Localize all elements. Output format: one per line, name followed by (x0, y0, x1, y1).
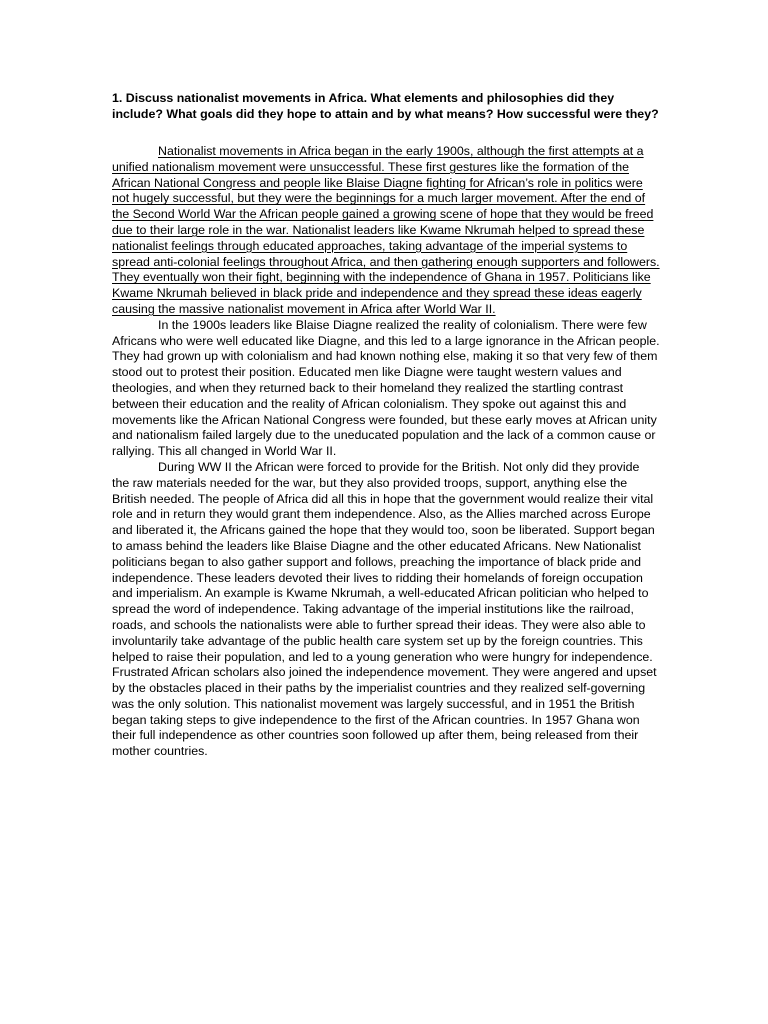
thesis-paragraph (112, 144, 660, 318)
body-paragraph-1 (112, 318, 660, 460)
body-paragraph-1-text: In the 1900s leaders like Blaise Diagne realized the reality of colonialism. There were few Africans who were well educated like Diagne, and this led to a large ignorance in the African people. They had grown up with colonialism and had known nothing else, making it so that very few of them stood out to protest their position. Educated men like Diagne were taught western values and theologies, and when they returned back to their homeland they realized the startling contrast between their education and the reality of African colonialism. They spoke out against this and movements like the African National Congress were founded, but these early moves at African unity and nationalism failed largely due to the uneducated population and the lack of a common cause or rallying. This all changed in World War II. (112, 317, 660, 459)
document-body (112, 90, 660, 760)
body-paragraph-2-text: During WW II the African were forced to provide for the British. Not only did they provide the raw materials needed for the war, but they also provided troops, support, anything else the British needed. The people of Africa did all this in hope that the government would realize their vital role and in return they would grant them independence. Also, as the Allies marched across Europe and liberated it, the Africans gained the hope that they would too, soon be liberated. Support began to amass behind the leaders like Blaise Diagne and the other educated Africans. New Nationalist politicians began to also gather support and follows, preaching the importance of black pride and independence. These leaders devoted their lives to ridding their homelands of foreign occupation and imperialism. An example is Kwame Nkrumah, a well-educated African politician who helped to spread the word of independence. Taking advantage of the imperial institutions like the railroad, roads, and schools the nationalists were able to further spread their ideas. They were also able to involuntarily take advantage of the public health care system set up by the foreign countries. This helped to raise their population, and led to a young generation who were hungry for independence. Frustrated African scholars also joined the independence movement. They were angered and upset by the obstacles placed in their paths by the imperialist countries and they realized self-governing was the only solution. This nationalist movement was largely successful, and in 1951 the British began taking steps to give independence to the first of the African countries. In 1957 Ghana won their full independence as other countries soon followed up after them, being released from their mother countries. (112, 459, 657, 759)
thesis-text: Nationalist movements in Africa began in the early 1900s, although the first attempts at a unified nationalism movement were unsuccessful. These first gestures like the formation of the African National Congress and people like Blaise Diagne fighting for African’s role in politics were not hugely successful, but they were the beginnings for a much larger movement. After the end of the Second World War the African people gained a growing scene of hope that they would be freed due to their large role in the war. Nationalist leaders like Kwame Nkrumah helped to spread these nationalist feelings through educated approaches, taking advantage of the imperial systems to spread anti-colonial feelings throughout Africa, and then gathering enough supporters and followers. They eventually won their fight, beginning with the independence of Ghana in 1957. Politicians like Kwame Nkrumah believed in black pride and independence and they spread these ideas eagerly causing the massive nationalist movement in Africa after World War II. (112, 144, 660, 316)
essay-question: 1. Discuss nationalist movements in Africa. What elements and philosophies did they include? What goals did they hope to attain and by what means? How successful were they? (112, 91, 659, 121)
body-paragraph-2 (112, 460, 660, 760)
